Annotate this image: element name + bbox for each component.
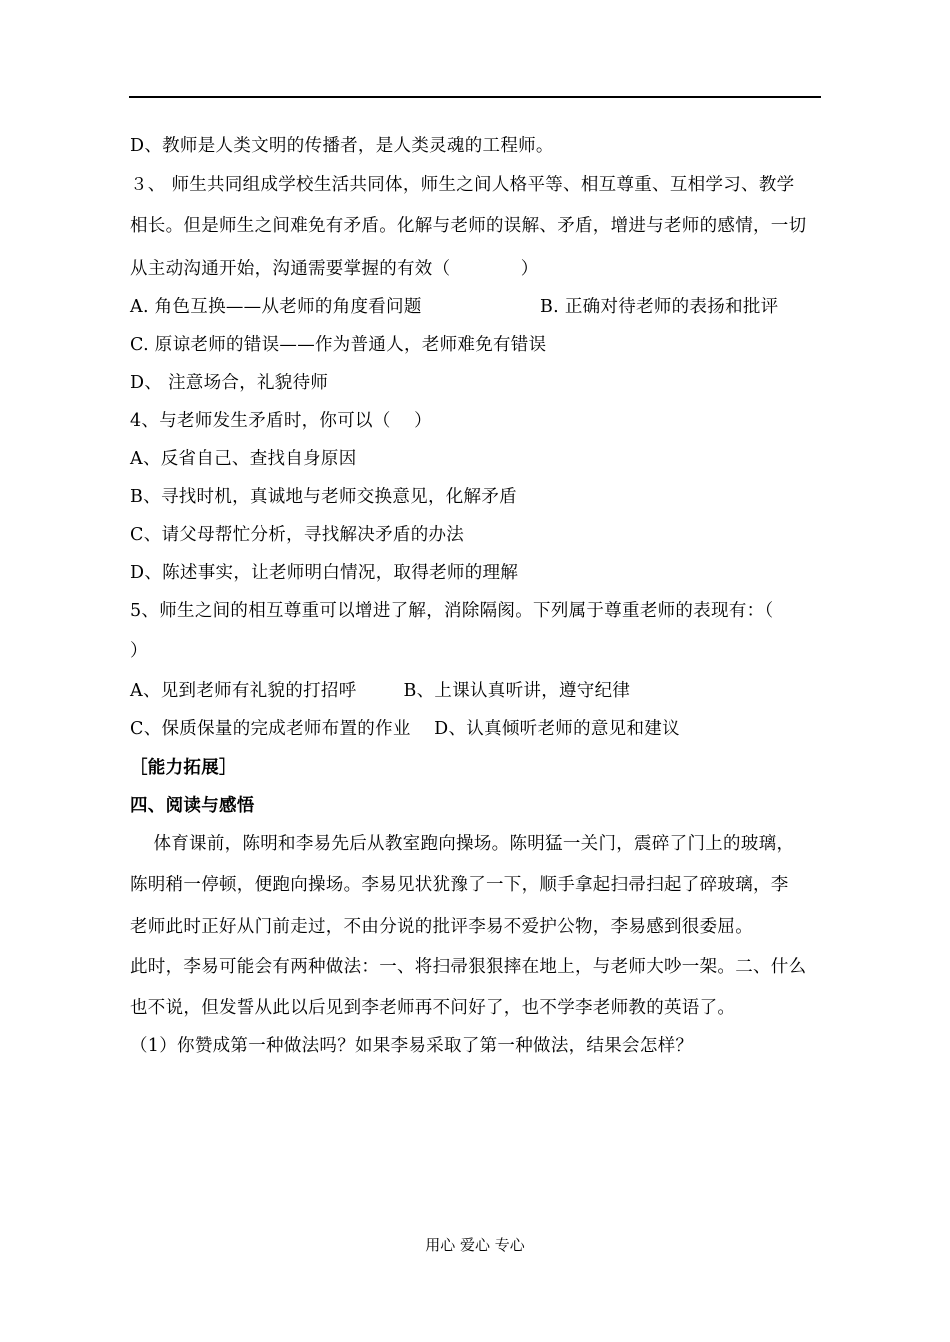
passage-line-1: 体育课前，陈明和李易先后从教室跑向操场。陈明猛一关门，震碎了门上的玻璃， xyxy=(130,834,795,854)
q4-option-a: A、反省自己、查找自身原因 xyxy=(130,449,357,469)
q5-text-line-2: ） xyxy=(130,641,148,661)
q3-text-line-1: ３、 师生共同组成学校生活共同体，师生之间人格平等、相互尊重、互相学习、教学 xyxy=(130,175,795,195)
q3-option-d: D、 注意场合，礼貌待师 xyxy=(130,373,329,393)
sub-question-1: （1）你赞成第一种做法吗？如果李易采取了第一种做法，结果会怎样？ xyxy=(130,1036,694,1056)
q5-options-ab: A、见到老师有礼貌的打招呼 B、上课认真听讲，遵守纪律 xyxy=(130,681,631,701)
q3-text-line-3: 从主动沟通开始，沟通需要掌握的有效（ ） xyxy=(130,259,539,279)
q4-option-c: C、请父母帮忙分析，寻找解决矛盾的办法 xyxy=(130,525,465,545)
q4-text: 4、与老师发生矛盾时，你可以（ ） xyxy=(130,411,432,431)
q2-option-d: D、教师是人类文明的传播者，是人类灵魂的工程师。 xyxy=(130,136,554,156)
q3-option-c: C. 原谅老师的错误——作为普通人，老师难免有错误 xyxy=(130,335,547,355)
q3-text-line-2: 相长。但是师生之间难免有矛盾。化解与老师的误解、矛盾，增进与老师的感情，一切 xyxy=(130,216,807,236)
q4-option-b: B、寻找时机，真诚地与老师交换意见，化解矛盾 xyxy=(130,487,517,507)
passage-line-5: 也不说，但发誓从此以后见到李老师再不问好了，也不学李老师教的英语了。 xyxy=(130,998,736,1018)
q3-option-a: A. 角色互换——从老师的角度看问题 xyxy=(130,297,422,317)
page-footer: 用心 爱心 专心 xyxy=(425,1236,525,1254)
section-heading-reading: 四、阅读与感悟 xyxy=(130,796,255,816)
section-heading-ability: ［能力拓展］ xyxy=(130,758,237,778)
q5-text-line-1: 5、师生之间的相互尊重可以增进了解，消除隔阂。下列属于尊重老师的表现有：（ xyxy=(130,601,774,621)
passage-line-3: 老师此时正好从门前走过，不由分说的批评李易不爱护公物，李易感到很委屈。 xyxy=(130,917,753,937)
passage-line-4: 此时，李易可能会有两种做法：一、将扫帚狠狠摔在地上，与老师大吵一架。二、什么 xyxy=(130,957,807,977)
q4-option-d: D、陈述事实，让老师明白情况，取得老师的理解 xyxy=(130,563,519,583)
q5-options-cd: C、保质保量的完成老师布置的作业 D、认真倾听老师的意见和建议 xyxy=(130,719,680,739)
q3-option-b: B. 正确对待老师的表扬和批评 xyxy=(540,297,779,317)
passage-line-2: 陈明稍一停顿，便跑向操场。李易见状犹豫了一下，顺手拿起扫帚扫起了碎玻璃，李 xyxy=(130,875,789,895)
header-rule xyxy=(129,96,821,98)
